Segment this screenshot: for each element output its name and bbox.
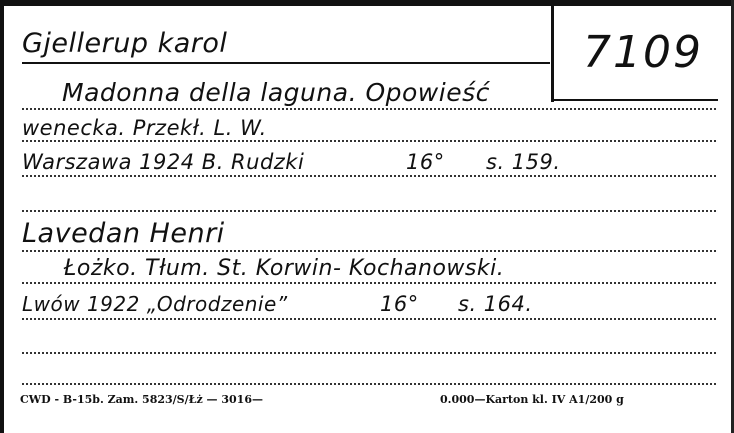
entry1-pages: s. 159. bbox=[486, 150, 561, 174]
ruled-line bbox=[22, 383, 716, 385]
footer-print-left: CWD - B-15b. Zam. 5823/S/Łż — 3016— bbox=[20, 393, 263, 406]
card-left-edge bbox=[0, 0, 4, 433]
entry2-imprint: Lwów 1922 „Odrodzenie” bbox=[22, 292, 288, 316]
card-top-edge bbox=[0, 0, 734, 6]
entry1-author: Gjellerup karol bbox=[22, 28, 228, 59]
entry2-title-line1: Łożko. Tłum. St. Korwin- Kochanowski. bbox=[64, 256, 505, 281]
entry1-format: 16° bbox=[406, 150, 445, 174]
number-box-divider bbox=[551, 0, 554, 102]
entry1-title-line2: wenecka. Przekł. L. W. bbox=[22, 116, 267, 140]
entry1-title-line1: Madonna della laguna. Opowieść bbox=[62, 78, 490, 107]
ruled-line bbox=[22, 282, 716, 284]
entry2-pages: s. 164. bbox=[458, 292, 533, 316]
ruled-line bbox=[22, 352, 716, 354]
ruled-line bbox=[22, 250, 716, 252]
ruled-line bbox=[22, 140, 716, 142]
ruled-line bbox=[22, 210, 716, 212]
number-box-bottom bbox=[553, 99, 718, 101]
footer-print-right: 0.000—Karton kl. IV A1/200 g bbox=[440, 393, 624, 406]
entry2-author: Lavedan Henri bbox=[22, 218, 225, 249]
author-underline bbox=[22, 62, 550, 64]
entry1-imprint: Warszawa 1924 B. Rudzki bbox=[22, 150, 305, 174]
ruled-line bbox=[22, 175, 716, 177]
card-number: 7109 bbox=[583, 27, 703, 78]
ruled-line bbox=[22, 108, 716, 110]
ruled-line bbox=[22, 318, 716, 320]
entry2-format: 16° bbox=[380, 292, 419, 316]
